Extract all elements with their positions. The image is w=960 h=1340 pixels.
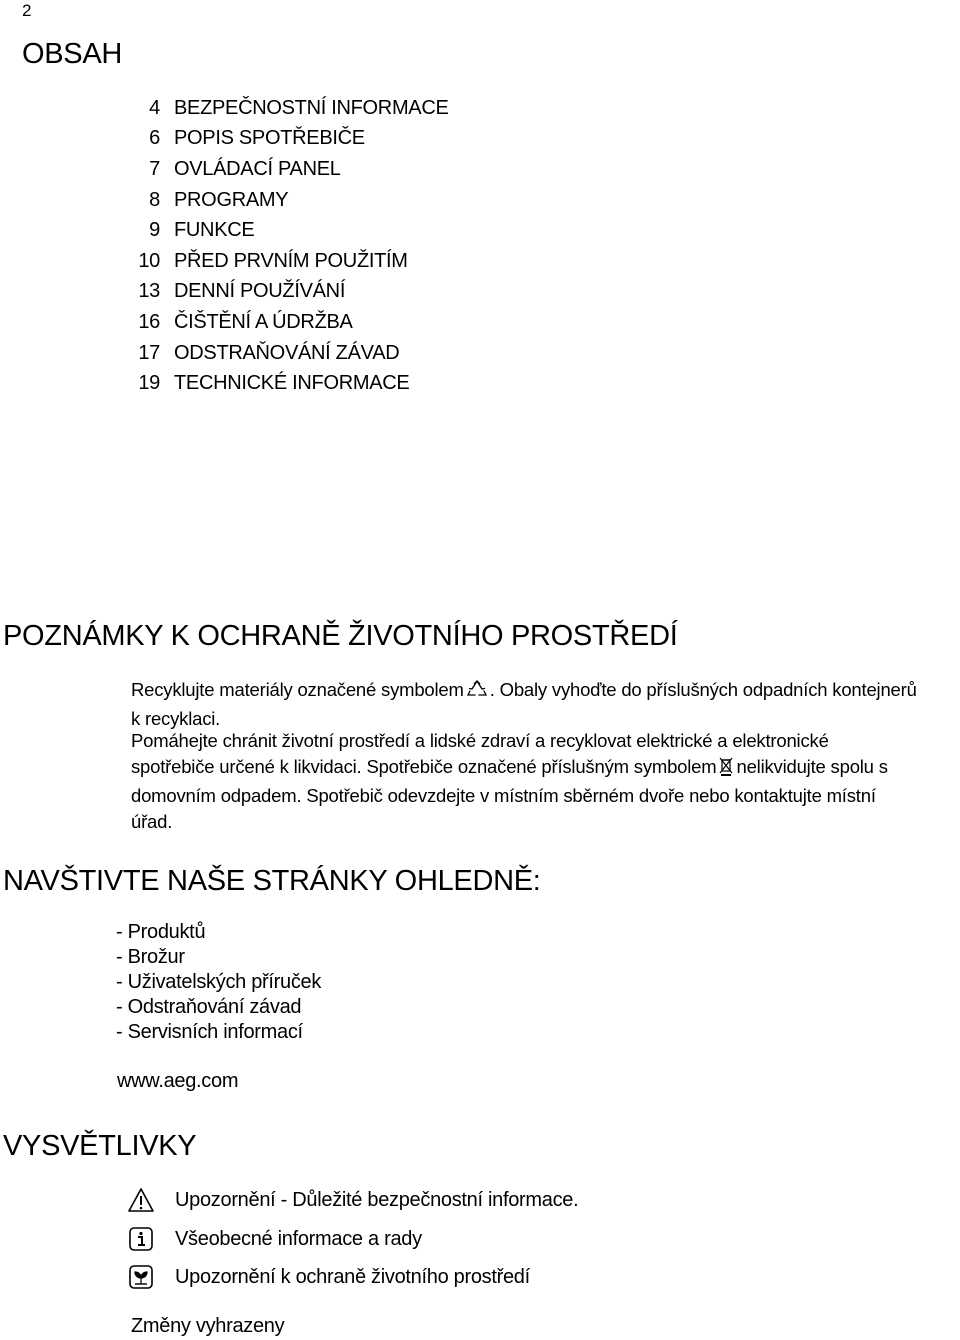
- text-line: domovním odpadem. Spotřebič odevzdejte v místním sběrném dvoře nebo kontaktujte místní: [131, 785, 876, 806]
- toc-item[interactable]: [110, 215, 449, 246]
- toc-page-number: 19: [138, 372, 160, 395]
- toc-label: ODSTRAŇOVÁNÍ ZÁVAD: [174, 341, 400, 364]
- toc-label: OVLÁDACÍ PANEL: [174, 157, 341, 180]
- info-icon: [127, 1225, 155, 1253]
- recycle-icon: [466, 679, 488, 706]
- legend-title: VYSVĚTLIVKY: [3, 1130, 197, 1162]
- visit-title: NAVŠTIVTE NAŠE STRÁNKY OHLEDNĚ:: [3, 865, 541, 897]
- list-item: - Uživatelských příruček: [116, 971, 322, 993]
- toc-label: TECHNICKÉ INFORMACE: [174, 372, 410, 395]
- environment-paragraph-1: [131, 677, 917, 732]
- toc-page-number: 6: [149, 127, 160, 150]
- toc-item[interactable]: [110, 368, 449, 399]
- toc-list: [110, 93, 449, 399]
- legend-item-info: [127, 1224, 422, 1254]
- toc-item[interactable]: [110, 338, 449, 369]
- toc-item[interactable]: [110, 307, 449, 338]
- toc-item[interactable]: [110, 93, 449, 124]
- website-link[interactable]: www.aeg.com: [117, 1070, 239, 1092]
- environment-icon: [127, 1263, 155, 1291]
- toc-page-number: 4: [149, 96, 160, 119]
- toc-label: DENNÍ POUŽÍVÁNÍ: [174, 280, 346, 303]
- text-line: [131, 677, 917, 706]
- toc-title: OBSAH: [22, 38, 123, 70]
- toc-label: PROGRAMY: [174, 188, 289, 211]
- toc-label: BEZPEČNOSTNÍ INFORMACE: [174, 96, 449, 119]
- toc-page-number: 13: [138, 280, 160, 303]
- toc-label: POPIS SPOTŘEBIČE: [174, 127, 365, 150]
- toc-page-number: 16: [138, 310, 160, 333]
- legend-item-warning: [127, 1185, 578, 1215]
- toc-page-number: 7: [149, 157, 160, 180]
- crossed-bin-icon: [718, 756, 734, 783]
- bin-sentence-end: nelikvidujte spolu s: [736, 756, 888, 777]
- toc-page-number: 8: [149, 188, 160, 211]
- list-item: - Odstraňování závad: [116, 996, 302, 1018]
- toc-item[interactable]: [110, 277, 449, 308]
- toc-label: ČIŠTĚNÍ A ÚDRŽBA: [174, 310, 353, 333]
- recycle-sentence-end: . Obaly vyhoďte do příslušných odpadních kontejnerů: [489, 679, 917, 700]
- toc-page-number: 17: [138, 341, 160, 364]
- warning-triangle-icon: [127, 1186, 155, 1214]
- toc-label: PŘED PRVNÍM POUŽITÍM: [174, 249, 408, 272]
- changes-reserved: Změny vyhrazeny: [131, 1315, 285, 1337]
- text-line: k recyklaci.: [131, 708, 221, 729]
- toc-item[interactable]: [110, 246, 449, 277]
- environment-title: POZNÁMKY K OCHRANĚ ŽIVOTNÍHO PROSTŘEDÍ: [3, 620, 678, 652]
- list-item: - Produktů: [116, 921, 206, 943]
- page-number: 2: [22, 1, 32, 20]
- bin-sentence: spotřebiče určené k likvidaci. Spotřebiče označené příslušným symbolem: [131, 756, 717, 777]
- visit-list: [116, 920, 321, 1045]
- legend-text: Všeobecné informace a rady: [175, 1227, 422, 1250]
- toc-item[interactable]: [110, 154, 449, 185]
- toc-page-number: 10: [138, 249, 160, 272]
- text-line: [131, 754, 888, 783]
- list-item: - Brožur: [116, 946, 185, 968]
- environment-paragraph-2: [131, 728, 888, 835]
- text-line: úřad.: [131, 811, 173, 832]
- toc-item[interactable]: [110, 185, 449, 216]
- legend-text: Upozornění - Důležité bezpečnostní informace.: [175, 1188, 579, 1211]
- toc-page-number: 9: [149, 219, 160, 242]
- list-item: - Servisních informací: [116, 1021, 303, 1043]
- legend-item-environment: [127, 1262, 530, 1292]
- legend-text: Upozornění k ochraně životního prostředí: [175, 1265, 530, 1288]
- recycle-sentence: Recyklujte materiály označené symbolem: [131, 679, 464, 700]
- toc-item[interactable]: [110, 124, 449, 155]
- text-line: Pomáhejte chránit životní prostředí a lidské zdraví a recyklovat elektrické a elektronické: [131, 730, 829, 751]
- toc-label: FUNKCE: [174, 219, 255, 242]
